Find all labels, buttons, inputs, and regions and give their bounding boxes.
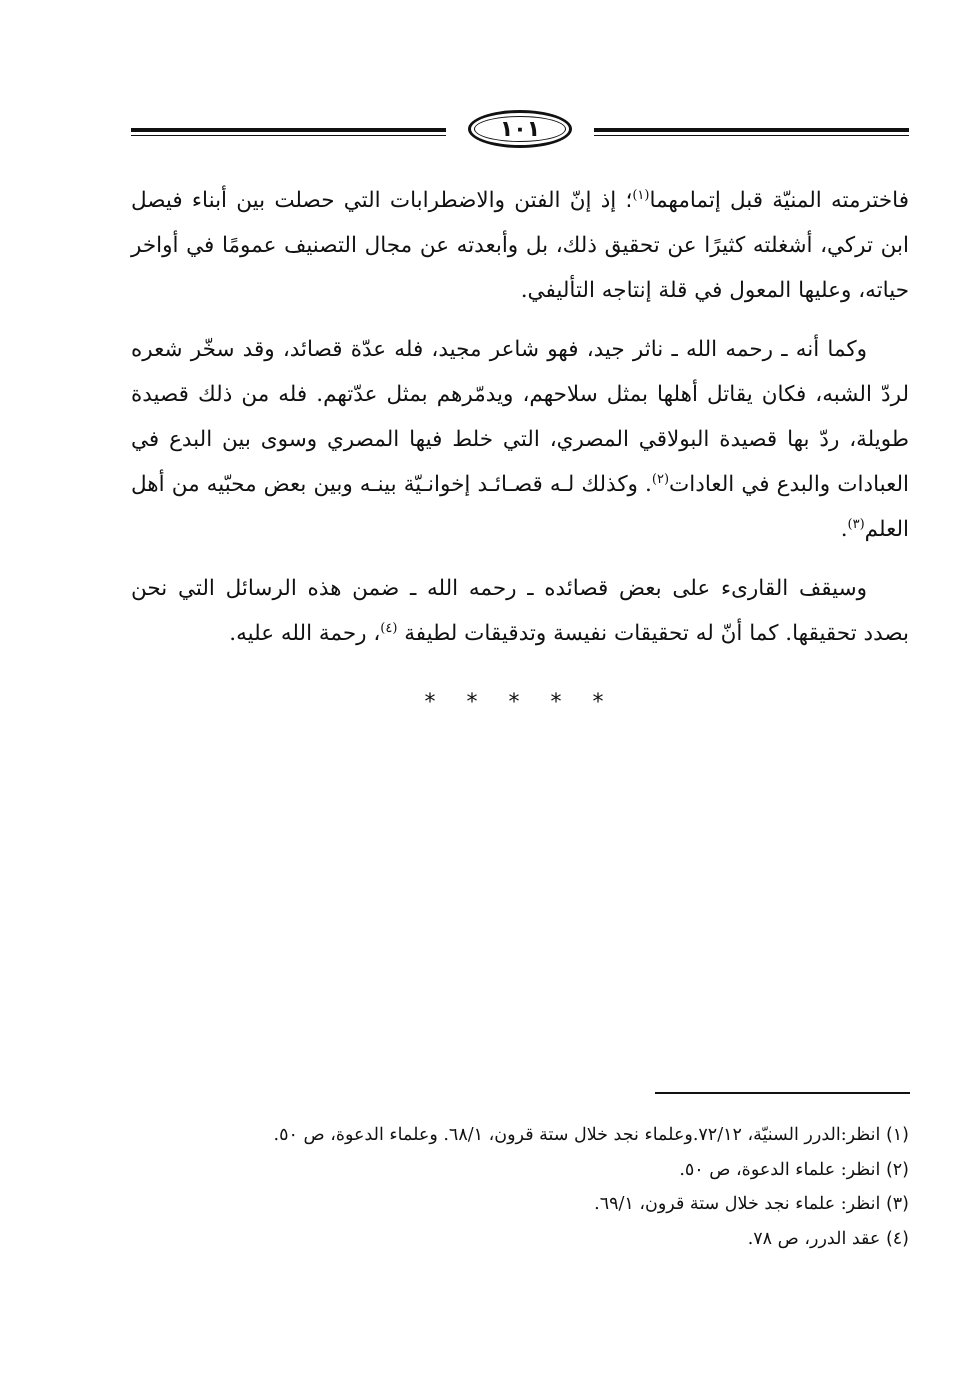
page-number-badge xyxy=(468,110,572,148)
paragraph-3-text-b: ، رحمة الله عليه. xyxy=(229,621,381,646)
paragraph-1-text-b: ؛ إذ إنّ الفتن والاضطرابات التي حصلت بين أبناء فيصل ابن تركي، أشغلته كثيرًا عن تحقيق ذلك، بل وأبعدته عن مجال التصنيف عمومًا في أواخر حياته، وعليها المعول في قلة إنتاجه التأليفي. xyxy=(131,188,909,303)
main-text xyxy=(131,178,909,670)
footnote-2 xyxy=(131,1153,909,1188)
footnote-4 xyxy=(131,1222,909,1257)
paragraph-2-text-b: . وكذلك لـه قصـائـد إخوانـيّة بينـه وبين بعض محبّيه من أهل العلم xyxy=(131,472,909,542)
footnote-ref-4: (٤) xyxy=(380,620,398,636)
footnote-4-number: (٤) xyxy=(885,1228,909,1249)
paragraph-1-text-a: فاخترمته المنيّة قبل إتمامهما xyxy=(649,188,909,213)
paragraph-1 xyxy=(131,178,909,313)
footnote-2-text: انظر: علماء الدعوة، ص ٥٠. xyxy=(679,1159,881,1180)
footnotes-divider xyxy=(655,1092,910,1094)
footnotes xyxy=(131,1118,909,1256)
header-rule-left xyxy=(131,128,446,136)
footnote-1-number: (١) xyxy=(885,1125,909,1145)
footnote-1 xyxy=(131,1118,909,1153)
page-number: ١٠١ xyxy=(499,116,541,142)
section-separator: * * * * * xyxy=(424,690,616,715)
footnote-ref-3: (٣) xyxy=(847,516,865,532)
footnote-3-number: (٣) xyxy=(885,1194,909,1214)
footnote-ref-1: (١) xyxy=(632,187,650,203)
paragraph-2-text-a: وكما أنه ـ رحمه الله ـ ناثر جيد، فهو شاعر مجيد، فله عدّة قصائد، وقد سخّر شعره لردّ الشبه، فكان يقاتل أهلها بمثل سلاحهم، ويدمّرهم بمثل عدّتهم. فله من ذلك قصيدة طويلة، ردّ بها قصيدة البولاقي المصري، التي خلط فيها المصري وسوى بين البدع في العبادات والبدع في العادات xyxy=(131,337,910,497)
paragraph-3 xyxy=(131,566,909,656)
footnote-1-text: انظر:الدرر السنيّة، ٧٢/١٢.وعلماء نجد خلال ستة قرون، ٦٨/١. وعلماء الدعوة، ص ٥٠. xyxy=(273,1125,881,1145)
footnote-3-text: انظر: علماء نجد خلال ستة قرون، ٦٩/١. xyxy=(594,1194,881,1214)
paragraph-3-text-a: وسيقف القارىء على بعض قصائده ـ رحمه الله ـ ضمن هذه الرسائل التي نحن بصدد تحقيقها. كما أنّ له تحقيقات نفيسة وتدقيقات لطيفة xyxy=(131,576,909,646)
footnote-3 xyxy=(131,1187,909,1222)
footnote-2-number: (٢) xyxy=(885,1159,909,1180)
paragraph-2-text-c: . xyxy=(840,517,848,542)
header-rule-right xyxy=(594,128,909,136)
paragraph-2 xyxy=(131,327,909,552)
footnote-4-text: عقد الدرر، ص ٧٨. xyxy=(747,1228,881,1249)
footnote-ref-2: (٢) xyxy=(651,471,670,487)
page-header xyxy=(131,108,909,152)
